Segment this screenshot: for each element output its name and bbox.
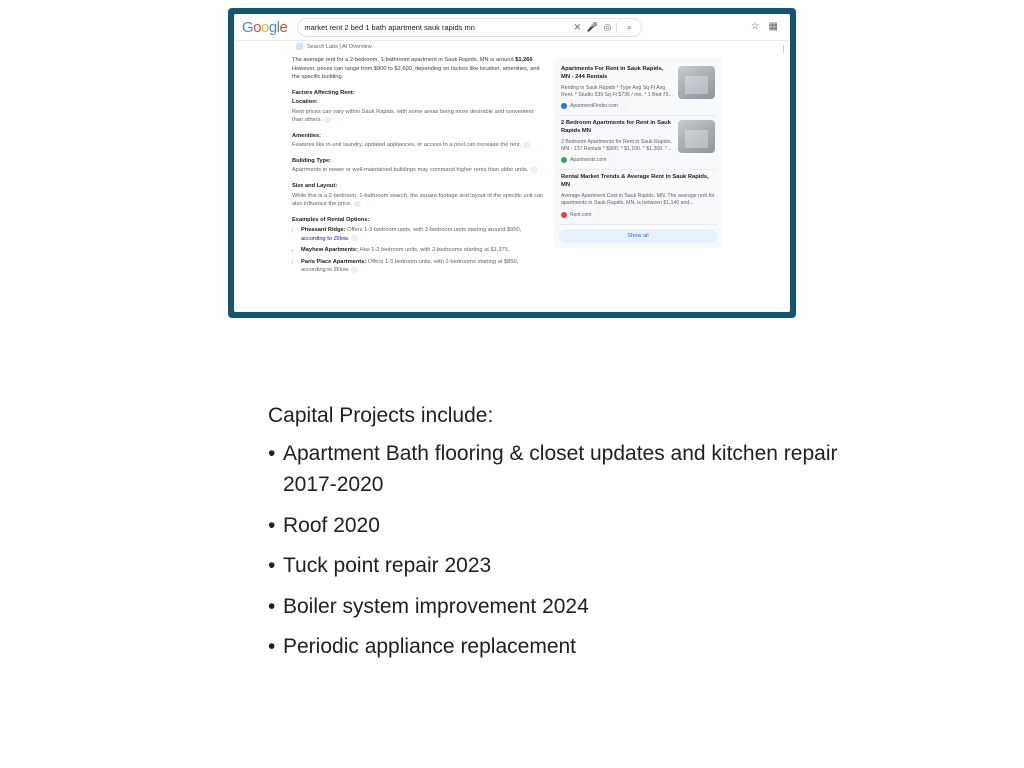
example-name-1: Mayhew Apartments: [301,247,358,254]
factor-label-0: Location: [292,99,318,106]
more-icon[interactable]: ⋮ [611,157,617,164]
results-page [234,41,790,312]
labs-flask-icon [296,43,303,50]
apps-grid-icon[interactable]: ▦ [768,21,778,32]
capital-projects-list [268,438,868,663]
lens-icon[interactable]: ◎ [603,21,612,32]
source-card-description: 2 Bedroom Apartments for Rent in Sauk Rapids, MN - 137 Rentals * $900. * $1,100. * $1,300. *... [561,138,672,153]
favicon-icon [561,212,567,218]
example-tail-0: . [347,235,350,242]
page-title: Capital Projects include: [268,404,494,427]
factor-text-3 [292,192,544,209]
source-cards-panel [554,57,722,248]
search-input[interactable]: market rent 2 bed 1 bath apartment sauk rapids mn [304,22,475,32]
source-card-main [561,66,673,109]
ai-intro-part2: . However, prices can range from $900 to $2,600, depending on factors like location, amenities, and the specific building. [292,57,540,81]
citation-icon[interactable] [354,201,361,207]
citation-icon[interactable] [523,142,530,148]
example-text-1: Has 1-2 bedroom units, with 2-bedrooms starting at $1,375. [359,247,510,254]
source-name: Apartments.com [570,157,607,164]
browser-toolbar [234,14,790,41]
citation-icon[interactable] [324,117,331,123]
factors-heading: Factors Affecting Rent: [292,89,355,96]
source-card-description: Renting in Sauk Rapids * Type Avg Sq Ft Avg Rent. * Studio 539 Sq Ft $736 / mo. * 1 Bed 75... [561,84,673,98]
source-card-thumbnail [678,120,715,153]
scrollbar[interactable] [783,45,784,53]
list-item [301,226,544,243]
citation-icon[interactable] [530,167,537,173]
list-item: • Tuck point repair 2023 [268,550,868,582]
factor-label-3: Size and Layout: [292,183,338,190]
list-item: • Boiler system improvement 2024 [268,591,868,623]
favicon-icon [561,103,567,109]
google-logo[interactable]: Google [242,18,288,36]
examples-list [292,226,544,275]
list-item [301,246,544,255]
list-item: • Roof 2020 [268,510,868,542]
source-card-main [561,174,715,217]
microphone-icon[interactable]: 🎤 [586,21,598,32]
more-icon[interactable]: ⋮ [596,211,602,218]
source-card-thumbnail [678,66,715,99]
source-card-main [561,120,673,163]
source-card-title[interactable]: Rental Market Trends & Average Rent in Sauk Rapids, MN [561,174,709,189]
example-text-0: Offers 1-3 bedroom units, with 2-bedroom units starting around $950, [347,227,522,234]
ai-overview-section [292,41,790,312]
factor-label-2: Building Type: [292,157,332,164]
clear-icon[interactable]: ✕ [573,21,582,32]
search-icon[interactable]: ⌕ [626,21,632,32]
source-card-description: Average Apartment Cost in Sauk Rapids, MN. The average rent for apartments in Sauk Rapids, MN, is between $1,140 and... [561,193,715,207]
source-card[interactable] [559,62,717,116]
search-bar[interactable] [297,18,642,37]
factor-text-0-value: Rent prices can vary within Sauk Rapids, with some areas being more desirable and convenient than others. [292,108,534,124]
toolbar-right [751,22,782,32]
ai-overview-text [292,56,544,278]
source-card[interactable] [559,170,717,224]
example-link-0[interactable]: according to Zillow [301,235,348,242]
favicon-icon [561,157,567,163]
source-card-source [561,157,673,163]
ai-intro-amount: $1,260 [515,57,533,63]
list-item: • Periodic appliance replacement [268,631,868,663]
list-item: • Apartment Bath flooring & closet updates and kitchen repair 2017-2020 [268,438,868,501]
factor-label-1: Amenities: [292,132,322,139]
ai-overview-body [292,56,790,278]
source-card-source [561,212,715,218]
source-card-source [561,103,673,109]
search-labs-label: Search Labs | AI Overview [307,43,372,50]
example-name-0: Pheasant Ridge: [301,227,346,234]
factor-text-1-value: Features like in-unit laundry, updated appliances, or access to a pool can increase the rent. [292,142,522,149]
factor-text-1 [292,141,544,150]
source-card[interactable] [559,116,717,170]
slide-content [268,400,868,672]
factor-text-2 [292,166,544,175]
source-name: Rent.com [570,211,592,218]
list-item [301,258,544,275]
factor-text-0 [292,108,544,125]
embedded-screenshot [228,8,796,318]
divider [616,22,617,33]
ai-intro-part1: The average rent for a 2-bedroom, 1-bathroom apartment in Sauk Rapids, MN is around [292,57,516,63]
citation-icon[interactable] [351,267,358,273]
more-icon[interactable]: ⋮ [622,103,628,110]
show-all-button[interactable]: Show all [559,229,717,243]
source-card-title[interactable]: Apartments For Rent in Sauk Rapids, MN - 244 Rentals [561,66,664,80]
source-card-title[interactable]: 2 Bedroom Apartments for Rent in Sauk Rapids MN [561,120,671,134]
bookmark-icon[interactable]: ☆ [750,21,760,32]
factor-text-3-value: While this is a 2-bedroom, 1-bathroom search, the square footage and layout of the specific unit can also influence the price. [292,192,544,208]
example-name-2: Paris Place Apartments: [301,258,367,265]
citation-icon[interactable] [351,235,358,241]
left-rail [234,41,292,312]
examples-heading: Examples of Rental Options: [292,216,370,223]
ai-intro-paragraph [292,56,544,82]
source-cards-column [554,56,722,278]
browser-window [234,14,790,312]
search-labs-header [292,43,790,50]
factor-text-2-value: Apartments in newer or well-maintained buildings may command higher rents than older units. [292,167,529,174]
source-name: ApartmentFinder.com [570,103,618,110]
example-text-2: Offers 1-3 bedroom units, with 2-bedrooms starting at $850, according to Zillow. [301,258,519,274]
